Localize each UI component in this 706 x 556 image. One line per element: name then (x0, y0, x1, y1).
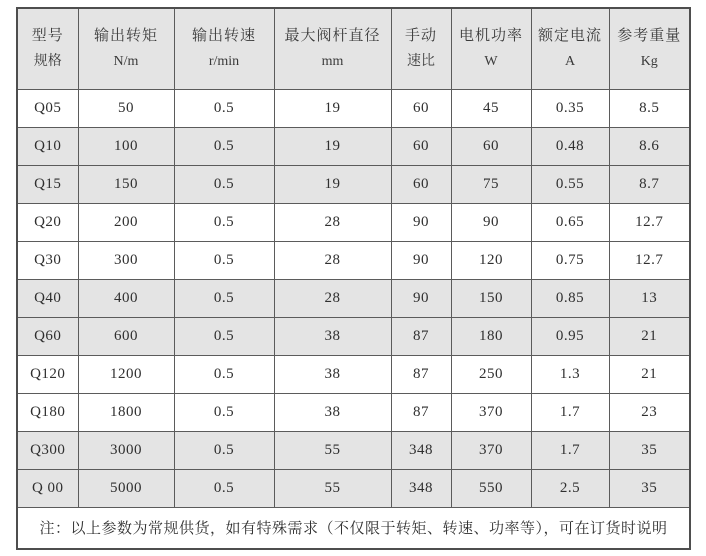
table-row (17, 89, 690, 127)
cell: 300 (78, 241, 174, 279)
cell: 0.75 (531, 241, 609, 279)
cell: 250 (451, 355, 531, 393)
cell: Q 00 (17, 469, 78, 507)
cell: Q120 (17, 355, 78, 393)
column-header-6: 电机功率 W (451, 8, 531, 89)
note-text: 注：以上参数为常规供货，如有特殊需求（不仅限于转矩、转速、功率等），可在订货时说明 (17, 507, 690, 549)
cell: 0.55 (531, 165, 609, 203)
cell: 0.5 (174, 431, 274, 469)
column-header-2: 输出转矩 N/m (78, 8, 174, 89)
cell: Q20 (17, 203, 78, 241)
cell: 13 (609, 279, 690, 317)
column-header-7: 额定电流 A (531, 8, 609, 89)
cell: 0.85 (531, 279, 609, 317)
cell: 87 (391, 317, 451, 355)
cell: 60 (391, 165, 451, 203)
cell: 8.7 (609, 165, 690, 203)
cell: Q60 (17, 317, 78, 355)
column-header-1: 型号 规格 (17, 8, 78, 89)
cell: 60 (391, 127, 451, 165)
cell: 60 (391, 89, 451, 127)
table-head (17, 8, 690, 89)
cell: Q30 (17, 241, 78, 279)
cell: 0.5 (174, 393, 274, 431)
cell: 180 (451, 317, 531, 355)
note-row (17, 507, 690, 549)
column-header-8: 参考重量 Kg (609, 8, 690, 89)
cell: 0.5 (174, 279, 274, 317)
cell: 50 (78, 89, 174, 127)
table-row (17, 203, 690, 241)
cell: 0.5 (174, 317, 274, 355)
table-row (17, 317, 690, 355)
cell: Q15 (17, 165, 78, 203)
cell: 600 (78, 317, 174, 355)
cell: 38 (274, 355, 391, 393)
column-header-3: 输出转速 r/min (174, 8, 274, 89)
cell: 5000 (78, 469, 174, 507)
cell: 35 (609, 469, 690, 507)
cell: 90 (451, 203, 531, 241)
cell: 60 (451, 127, 531, 165)
cell: Q10 (17, 127, 78, 165)
table-row (17, 279, 690, 317)
cell: 370 (451, 393, 531, 431)
cell: 12.7 (609, 203, 690, 241)
table-row (17, 355, 690, 393)
cell: 19 (274, 89, 391, 127)
cell: 87 (391, 355, 451, 393)
cell: 0.65 (531, 203, 609, 241)
cell: 35 (609, 431, 690, 469)
cell: Q05 (17, 89, 78, 127)
header-row (17, 8, 690, 89)
cell: 28 (274, 241, 391, 279)
spec-table (16, 7, 691, 550)
cell: 1800 (78, 393, 174, 431)
cell: 370 (451, 431, 531, 469)
cell: 19 (274, 165, 391, 203)
cell: 0.5 (174, 355, 274, 393)
cell: 21 (609, 355, 690, 393)
cell: 28 (274, 279, 391, 317)
cell: 1.3 (531, 355, 609, 393)
cell: 8.6 (609, 127, 690, 165)
cell: 0.95 (531, 317, 609, 355)
cell: 55 (274, 431, 391, 469)
cell: 348 (391, 431, 451, 469)
cell: 400 (78, 279, 174, 317)
cell: 0.35 (531, 89, 609, 127)
cell: Q300 (17, 431, 78, 469)
cell: 150 (78, 165, 174, 203)
cell: Q180 (17, 393, 78, 431)
cell: 0.5 (174, 89, 274, 127)
cell: 75 (451, 165, 531, 203)
cell: 90 (391, 279, 451, 317)
cell: 12.7 (609, 241, 690, 279)
table-body (17, 89, 690, 507)
cell: 150 (451, 279, 531, 317)
cell: 0.5 (174, 127, 274, 165)
column-header-5: 手动 速比 (391, 8, 451, 89)
table-row (17, 393, 690, 431)
cell: 0.48 (531, 127, 609, 165)
cell: 21 (609, 317, 690, 355)
cell: 90 (391, 241, 451, 279)
cell: 348 (391, 469, 451, 507)
table-row (17, 127, 690, 165)
cell: 1.7 (531, 393, 609, 431)
table-row (17, 431, 690, 469)
cell: 0.5 (174, 241, 274, 279)
cell: 1.7 (531, 431, 609, 469)
cell: 0.5 (174, 165, 274, 203)
cell: Q40 (17, 279, 78, 317)
cell: 90 (391, 203, 451, 241)
cell: 0.5 (174, 203, 274, 241)
table-row (17, 241, 690, 279)
cell: 200 (78, 203, 174, 241)
cell: 23 (609, 393, 690, 431)
cell: 8.5 (609, 89, 690, 127)
cell: 1200 (78, 355, 174, 393)
table-row (17, 469, 690, 507)
cell: 55 (274, 469, 391, 507)
table-row (17, 165, 690, 203)
cell: 87 (391, 393, 451, 431)
cell: 120 (451, 241, 531, 279)
cell: 550 (451, 469, 531, 507)
cell: 19 (274, 127, 391, 165)
cell: 2.5 (531, 469, 609, 507)
table-foot (17, 507, 690, 549)
cell: 28 (274, 203, 391, 241)
cell: 100 (78, 127, 174, 165)
cell: 0.5 (174, 469, 274, 507)
cell: 38 (274, 393, 391, 431)
column-header-4: 最大阀杆直径 mm (274, 8, 391, 89)
cell: 3000 (78, 431, 174, 469)
cell: 38 (274, 317, 391, 355)
cell: 45 (451, 89, 531, 127)
